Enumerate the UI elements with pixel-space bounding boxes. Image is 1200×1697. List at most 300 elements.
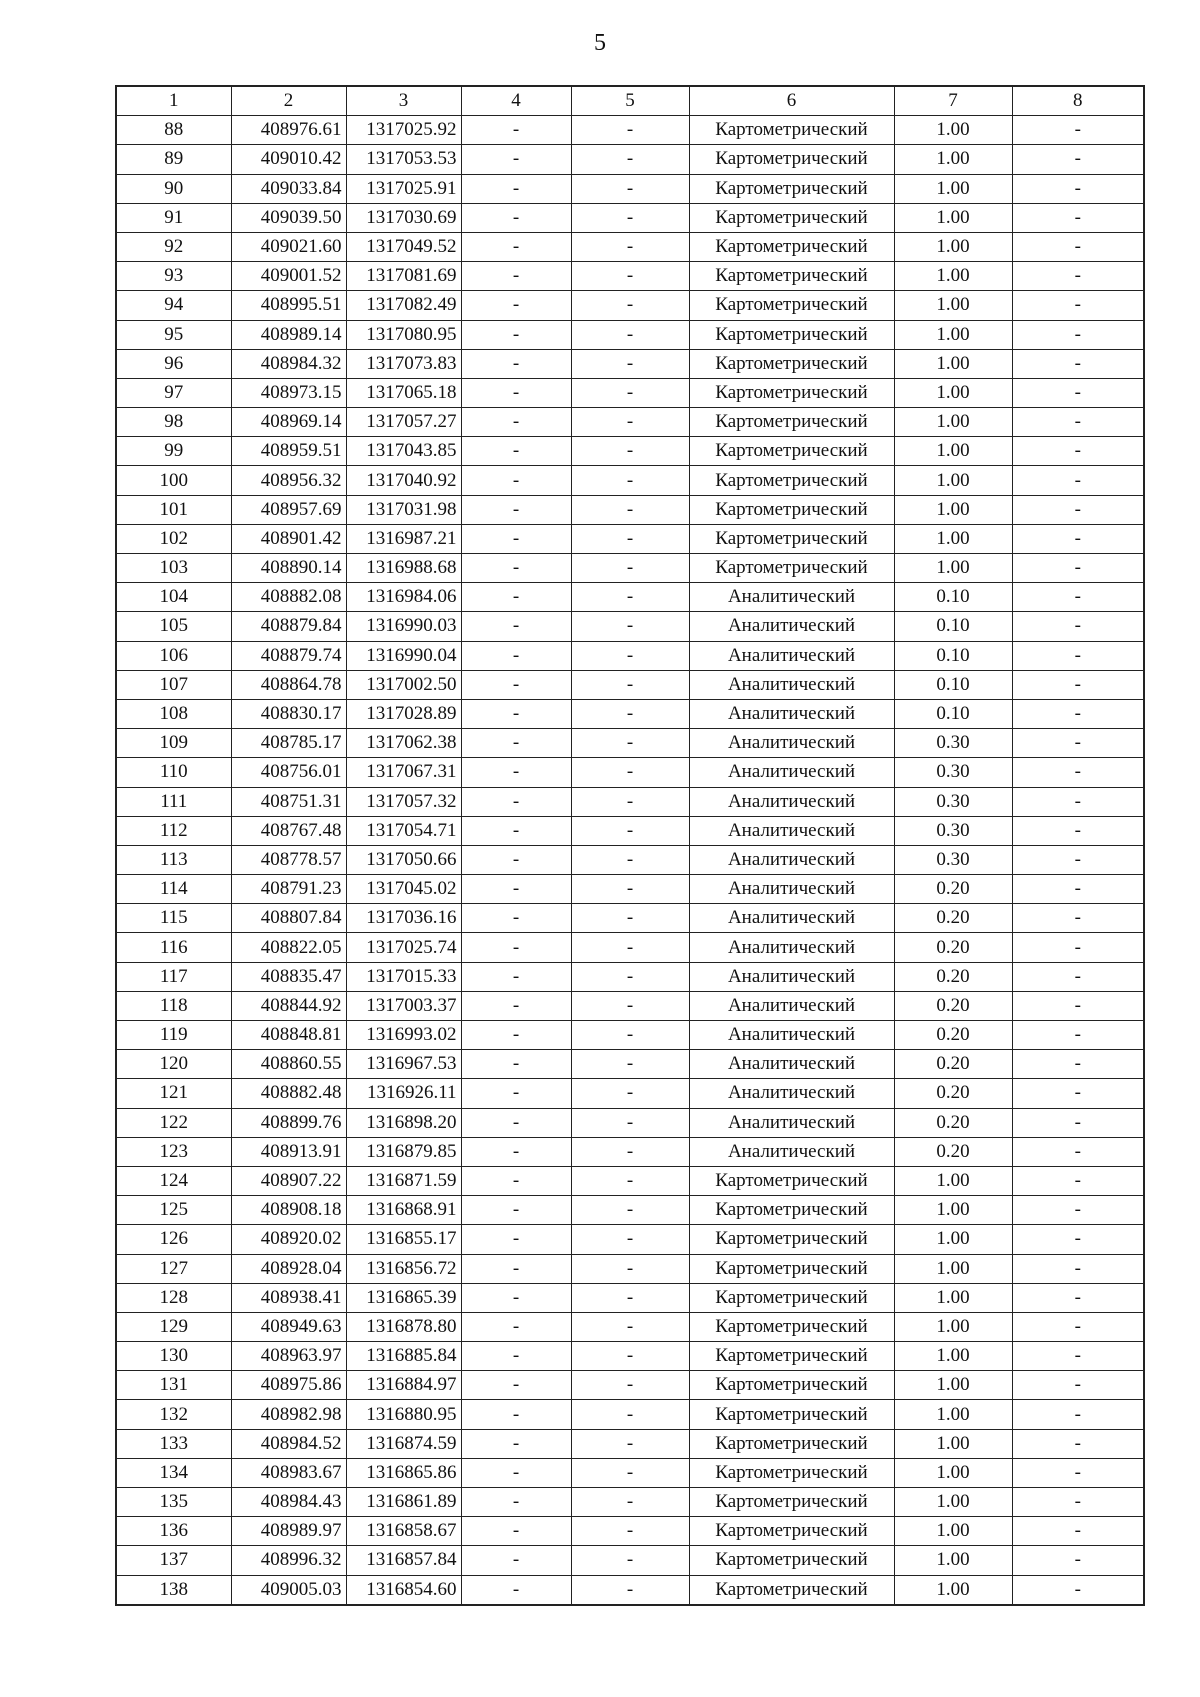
table-row	[116, 232, 1144, 261]
table-cell-col-5: -	[571, 816, 689, 845]
table-cell-col-2: 408882.48	[231, 1079, 346, 1108]
table-cell-col-1: 118	[116, 991, 231, 1020]
table-row	[116, 408, 1144, 437]
table-cell-col-4: -	[461, 670, 571, 699]
table-cell-col-5: -	[571, 1050, 689, 1079]
table-cell-col-2: 408767.48	[231, 816, 346, 845]
table-cell-col-1: 132	[116, 1400, 231, 1429]
table-cell-col-2: 408907.22	[231, 1166, 346, 1195]
table-cell-col-5: -	[571, 1166, 689, 1195]
table-cell-col-7: 1.00	[894, 320, 1012, 349]
table-cell-col-8: -	[1012, 1021, 1144, 1050]
table-cell-col-4: -	[461, 904, 571, 933]
table-cell-col-6: Аналитический	[689, 1050, 894, 1079]
table-cell-col-6: Картометрический	[689, 1166, 894, 1195]
table-cell-col-3: 1316987.21	[346, 524, 461, 553]
table-cell-col-4: -	[461, 699, 571, 728]
table-cell-col-7: 1.00	[894, 466, 1012, 495]
table-cell-col-3: 1316865.39	[346, 1283, 461, 1312]
table-cell-col-5: -	[571, 291, 689, 320]
table-row	[116, 1342, 1144, 1371]
table-cell-col-3: 1316861.89	[346, 1488, 461, 1517]
table-cell-col-6: Аналитический	[689, 904, 894, 933]
table-cell-col-2: 408756.01	[231, 758, 346, 787]
table-cell-col-4: -	[461, 641, 571, 670]
table-cell-col-5: -	[571, 845, 689, 874]
table-cell-col-8: -	[1012, 816, 1144, 845]
table-cell-col-5: -	[571, 495, 689, 524]
table-row	[116, 1488, 1144, 1517]
table-cell-col-5: -	[571, 670, 689, 699]
table-cell-col-8: -	[1012, 466, 1144, 495]
table-cell-col-7: 1.00	[894, 1546, 1012, 1575]
table-cell-col-2: 409039.50	[231, 203, 346, 232]
table-cell-col-8: -	[1012, 1137, 1144, 1166]
table-cell-col-3: 1317036.16	[346, 904, 461, 933]
table-cell-col-8: -	[1012, 174, 1144, 203]
table-cell-col-4: -	[461, 1312, 571, 1341]
table-row	[116, 1517, 1144, 1546]
table-cell-col-7: 1.00	[894, 1312, 1012, 1341]
table-cell-col-7: 1.00	[894, 1400, 1012, 1429]
table-cell-col-8: -	[1012, 495, 1144, 524]
table-cell-col-6: Картометрический	[689, 232, 894, 261]
table-cell-col-2: 408984.52	[231, 1429, 346, 1458]
table-row	[116, 437, 1144, 466]
table-row	[116, 1458, 1144, 1487]
table-cell-col-4: -	[461, 1488, 571, 1517]
table-cell-col-2: 408899.76	[231, 1108, 346, 1137]
table-cell-col-3: 1317043.85	[346, 437, 461, 466]
table-cell-col-8: -	[1012, 699, 1144, 728]
table-cell-col-2: 408908.18	[231, 1196, 346, 1225]
table-cell-col-6: Аналитический	[689, 933, 894, 962]
table-cell-col-7: 0.20	[894, 933, 1012, 962]
table-cell-col-8: -	[1012, 1283, 1144, 1312]
table-cell-col-4: -	[461, 612, 571, 641]
table-cell-col-3: 1316993.02	[346, 1021, 461, 1050]
table-row	[116, 203, 1144, 232]
table-cell-col-8: -	[1012, 378, 1144, 407]
table-cell-col-8: -	[1012, 583, 1144, 612]
table-cell-col-7: 0.20	[894, 1137, 1012, 1166]
table-row	[116, 1225, 1144, 1254]
table-row	[116, 1254, 1144, 1283]
table-cell-col-4: -	[461, 203, 571, 232]
table-cell-col-2: 408984.43	[231, 1488, 346, 1517]
table-cell-col-5: -	[571, 1488, 689, 1517]
table-cell-col-7: 0.20	[894, 991, 1012, 1020]
table-cell-col-5: -	[571, 1546, 689, 1575]
table-cell-col-3: 1316967.53	[346, 1050, 461, 1079]
table-cell-col-3: 1316878.80	[346, 1312, 461, 1341]
table-cell-col-1: 98	[116, 408, 231, 437]
table-cell-col-2: 408957.69	[231, 495, 346, 524]
table-cell-col-2: 408969.14	[231, 408, 346, 437]
table-cell-col-7: 0.30	[894, 787, 1012, 816]
table-cell-col-8: -	[1012, 641, 1144, 670]
table-cell-col-3: 1316865.86	[346, 1458, 461, 1487]
table-cell-col-1: 92	[116, 232, 231, 261]
table-row	[116, 349, 1144, 378]
table-cell-col-6: Аналитический	[689, 787, 894, 816]
table-cell-col-7: 1.00	[894, 378, 1012, 407]
table-cell-col-2: 408751.31	[231, 787, 346, 816]
table-cell-col-5: -	[571, 320, 689, 349]
table-cell-col-5: -	[571, 145, 689, 174]
table-cell-col-6: Аналитический	[689, 1137, 894, 1166]
table-header-row	[116, 86, 1144, 116]
table-cell-col-5: -	[571, 1342, 689, 1371]
table-cell-col-6: Картометрический	[689, 408, 894, 437]
table-cell-col-1: 137	[116, 1546, 231, 1575]
table-cell-col-2: 409005.03	[231, 1575, 346, 1605]
table-cell-col-6: Аналитический	[689, 845, 894, 874]
table-cell-col-2: 408989.14	[231, 320, 346, 349]
table-cell-col-5: -	[571, 378, 689, 407]
table-cell-col-8: -	[1012, 1575, 1144, 1605]
table-cell-col-4: -	[461, 408, 571, 437]
table-row	[116, 1429, 1144, 1458]
table-cell-col-1: 119	[116, 1021, 231, 1050]
table-cell-col-1: 127	[116, 1254, 231, 1283]
table-cell-col-4: -	[461, 145, 571, 174]
table-cell-col-7: 0.20	[894, 1079, 1012, 1108]
table-cell-col-4: -	[461, 1196, 571, 1225]
table-cell-col-8: -	[1012, 729, 1144, 758]
table-cell-col-5: -	[571, 933, 689, 962]
table-cell-col-2: 408928.04	[231, 1254, 346, 1283]
table-cell-col-7: 1.00	[894, 203, 1012, 232]
table-cell-col-3: 1317028.89	[346, 699, 461, 728]
table-cell-col-6: Аналитический	[689, 1021, 894, 1050]
table-cell-col-1: 122	[116, 1108, 231, 1137]
column-header-1: 1	[116, 86, 231, 116]
table-cell-col-7: 1.00	[894, 1166, 1012, 1195]
table-cell-col-7: 0.30	[894, 816, 1012, 845]
table-cell-col-4: -	[461, 1137, 571, 1166]
table-cell-col-7: 1.00	[894, 145, 1012, 174]
table-cell-col-1: 108	[116, 699, 231, 728]
table-cell-col-4: -	[461, 758, 571, 787]
column-header-5: 5	[571, 86, 689, 116]
table-cell-col-3: 1317030.69	[346, 203, 461, 232]
table-cell-col-7: 0.30	[894, 845, 1012, 874]
column-header-8: 8	[1012, 86, 1144, 116]
table-cell-col-1: 95	[116, 320, 231, 349]
table-cell-col-7: 0.10	[894, 670, 1012, 699]
table-cell-col-5: -	[571, 1021, 689, 1050]
table-cell-col-7: 1.00	[894, 408, 1012, 437]
table-cell-col-2: 408830.17	[231, 699, 346, 728]
table-cell-col-6: Картометрический	[689, 1458, 894, 1487]
table-cell-col-8: -	[1012, 203, 1144, 232]
table-row	[116, 291, 1144, 320]
table-cell-col-1: 126	[116, 1225, 231, 1254]
table-cell-col-3: 1316871.59	[346, 1166, 461, 1195]
table-cell-col-4: -	[461, 1458, 571, 1487]
table-cell-col-5: -	[571, 1225, 689, 1254]
table-cell-col-7: 0.10	[894, 641, 1012, 670]
table-cell-col-2: 408956.32	[231, 466, 346, 495]
table-cell-col-3: 1317067.31	[346, 758, 461, 787]
table-cell-col-4: -	[461, 437, 571, 466]
table-cell-col-8: -	[1012, 1079, 1144, 1108]
table-row	[116, 904, 1144, 933]
table-cell-col-5: -	[571, 875, 689, 904]
table-cell-col-1: 129	[116, 1312, 231, 1341]
table-cell-col-6: Картометрический	[689, 495, 894, 524]
table-cell-col-2: 408975.86	[231, 1371, 346, 1400]
coordinates-table	[115, 85, 1145, 1606]
table-cell-col-1: 114	[116, 875, 231, 904]
table-cell-col-1: 96	[116, 349, 231, 378]
table-cell-col-6: Аналитический	[689, 612, 894, 641]
table-cell-col-1: 102	[116, 524, 231, 553]
table-cell-col-1: 88	[116, 116, 231, 145]
table-row	[116, 1312, 1144, 1341]
table-row	[116, 495, 1144, 524]
table-cell-col-7: 1.00	[894, 1371, 1012, 1400]
table-cell-col-1: 110	[116, 758, 231, 787]
table-cell-col-3: 1316879.85	[346, 1137, 461, 1166]
table-cell-col-4: -	[461, 262, 571, 291]
table-cell-col-5: -	[571, 466, 689, 495]
table-cell-col-7: 0.20	[894, 1021, 1012, 1050]
table-cell-col-6: Картометрический	[689, 145, 894, 174]
table-cell-col-7: 1.00	[894, 1254, 1012, 1283]
table-cell-col-3: 1316855.17	[346, 1225, 461, 1254]
table-cell-col-7: 1.00	[894, 1575, 1012, 1605]
table-cell-col-5: -	[571, 1079, 689, 1108]
table-cell-col-6: Аналитический	[689, 583, 894, 612]
table-cell-col-3: 1317062.38	[346, 729, 461, 758]
table-cell-col-4: -	[461, 787, 571, 816]
table-row	[116, 612, 1144, 641]
table-cell-col-2: 408848.81	[231, 1021, 346, 1050]
table-cell-col-7: 1.00	[894, 1429, 1012, 1458]
table-cell-col-3: 1317025.92	[346, 116, 461, 145]
table-cell-col-2: 409021.60	[231, 232, 346, 261]
table-cell-col-4: -	[461, 232, 571, 261]
table-cell-col-5: -	[571, 641, 689, 670]
table-row	[116, 670, 1144, 699]
table-cell-col-5: -	[571, 116, 689, 145]
table-cell-col-6: Картометрический	[689, 466, 894, 495]
table-cell-col-4: -	[461, 1429, 571, 1458]
table-cell-col-2: 408996.32	[231, 1546, 346, 1575]
table-cell-col-3: 1317080.95	[346, 320, 461, 349]
table-cell-col-1: 131	[116, 1371, 231, 1400]
table-cell-col-8: -	[1012, 875, 1144, 904]
table-cell-col-2: 409010.42	[231, 145, 346, 174]
column-header-7: 7	[894, 86, 1012, 116]
table-cell-col-1: 116	[116, 933, 231, 962]
table-cell-col-5: -	[571, 1108, 689, 1137]
page-number: 5	[594, 30, 606, 56]
table-cell-col-4: -	[461, 378, 571, 407]
table-cell-col-6: Картометрический	[689, 1575, 894, 1605]
table-cell-col-1: 124	[116, 1166, 231, 1195]
table-cell-col-5: -	[571, 174, 689, 203]
table-cell-col-6: Картометрический	[689, 1488, 894, 1517]
table-cell-col-7: 0.20	[894, 1050, 1012, 1079]
table-cell-col-5: -	[571, 1458, 689, 1487]
table-cell-col-5: -	[571, 349, 689, 378]
table-cell-col-4: -	[461, 554, 571, 583]
table-cell-col-4: -	[461, 1108, 571, 1137]
table-cell-col-4: -	[461, 1254, 571, 1283]
table-row	[116, 1575, 1144, 1605]
table-cell-col-8: -	[1012, 554, 1144, 583]
table-cell-col-7: 1.00	[894, 1283, 1012, 1312]
table-cell-col-5: -	[571, 612, 689, 641]
table-row	[116, 816, 1144, 845]
table-cell-col-1: 106	[116, 641, 231, 670]
table-cell-col-4: -	[461, 816, 571, 845]
table-row	[116, 174, 1144, 203]
table-cell-col-4: -	[461, 875, 571, 904]
table-cell-col-7: 1.00	[894, 437, 1012, 466]
table-cell-col-5: -	[571, 729, 689, 758]
table-cell-col-4: -	[461, 1517, 571, 1546]
table-cell-col-3: 1316990.04	[346, 641, 461, 670]
table-cell-col-2: 408963.97	[231, 1342, 346, 1371]
table-row	[116, 1021, 1144, 1050]
table-cell-col-1: 97	[116, 378, 231, 407]
table-cell-col-3: 1316874.59	[346, 1429, 461, 1458]
table-cell-col-6: Картометрический	[689, 262, 894, 291]
table-cell-col-8: -	[1012, 1546, 1144, 1575]
table-cell-col-2: 408860.55	[231, 1050, 346, 1079]
table-row	[116, 1079, 1144, 1108]
table-row	[116, 378, 1144, 407]
table-cell-col-5: -	[571, 203, 689, 232]
table-cell-col-5: -	[571, 1400, 689, 1429]
table-cell-col-6: Аналитический	[689, 962, 894, 991]
table-cell-col-1: 103	[116, 554, 231, 583]
table-cell-col-2: 408984.32	[231, 349, 346, 378]
table-cell-col-5: -	[571, 1312, 689, 1341]
table-cell-col-4: -	[461, 1546, 571, 1575]
table-cell-col-7: 1.00	[894, 174, 1012, 203]
table-cell-col-8: -	[1012, 1254, 1144, 1283]
column-header-6: 6	[689, 86, 894, 116]
table-cell-col-2: 408920.02	[231, 1225, 346, 1254]
table-cell-col-1: 109	[116, 729, 231, 758]
table-cell-col-6: Картометрический	[689, 291, 894, 320]
table-cell-col-4: -	[461, 1371, 571, 1400]
table-cell-col-4: -	[461, 991, 571, 1020]
table-cell-col-8: -	[1012, 904, 1144, 933]
table-row	[116, 699, 1144, 728]
table-cell-col-6: Аналитический	[689, 991, 894, 1020]
table-cell-col-5: -	[571, 1517, 689, 1546]
table-cell-col-7: 1.00	[894, 349, 1012, 378]
table-row	[116, 1166, 1144, 1195]
table-cell-col-8: -	[1012, 1312, 1144, 1341]
table-cell-col-6: Картометрический	[689, 1283, 894, 1312]
table-cell-col-3: 1317040.92	[346, 466, 461, 495]
table-cell-col-5: -	[571, 758, 689, 787]
table-cell-col-8: -	[1012, 1371, 1144, 1400]
table-cell-col-7: 0.30	[894, 729, 1012, 758]
table-cell-col-2: 408995.51	[231, 291, 346, 320]
table-cell-col-6: Картометрический	[689, 554, 894, 583]
table-cell-col-2: 408882.08	[231, 583, 346, 612]
table-cell-col-1: 101	[116, 495, 231, 524]
table-row	[116, 1371, 1144, 1400]
table-cell-col-3: 1317065.18	[346, 378, 461, 407]
table-cell-col-1: 91	[116, 203, 231, 232]
table-cell-col-8: -	[1012, 1050, 1144, 1079]
table-row	[116, 1546, 1144, 1575]
table-cell-col-7: 1.00	[894, 1488, 1012, 1517]
table-cell-col-8: -	[1012, 845, 1144, 874]
table-cell-col-7: 1.00	[894, 1517, 1012, 1546]
table-cell-col-1: 133	[116, 1429, 231, 1458]
table-cell-col-3: 1317057.32	[346, 787, 461, 816]
table-cell-col-4: -	[461, 466, 571, 495]
table-cell-col-1: 107	[116, 670, 231, 699]
table-cell-col-5: -	[571, 1196, 689, 1225]
table-cell-col-3: 1317057.27	[346, 408, 461, 437]
table-cell-col-3: 1316880.95	[346, 1400, 461, 1429]
table-cell-col-2: 408982.98	[231, 1400, 346, 1429]
table-cell-col-8: -	[1012, 933, 1144, 962]
table-cell-col-3: 1316884.97	[346, 1371, 461, 1400]
table-cell-col-2: 408976.61	[231, 116, 346, 145]
table-cell-col-6: Аналитический	[689, 670, 894, 699]
table-cell-col-1: 123	[116, 1137, 231, 1166]
table-cell-col-5: -	[571, 962, 689, 991]
table-cell-col-4: -	[461, 933, 571, 962]
table-cell-col-2: 409033.84	[231, 174, 346, 203]
table-row	[116, 1108, 1144, 1137]
table-cell-col-4: -	[461, 1050, 571, 1079]
table-cell-col-6: Аналитический	[689, 875, 894, 904]
table-body	[116, 116, 1144, 1605]
table-cell-col-3: 1317050.66	[346, 845, 461, 874]
table-cell-col-1: 93	[116, 262, 231, 291]
table-row	[116, 554, 1144, 583]
table-cell-col-8: -	[1012, 1108, 1144, 1137]
table-cell-col-2: 408879.74	[231, 641, 346, 670]
table-cell-col-6: Картометрический	[689, 203, 894, 232]
table-row	[116, 262, 1144, 291]
table-cell-col-6: Картометрический	[689, 1312, 894, 1341]
table-cell-col-1: 138	[116, 1575, 231, 1605]
table-row	[116, 845, 1144, 874]
table-cell-col-1: 105	[116, 612, 231, 641]
table-cell-col-4: -	[461, 1225, 571, 1254]
table-cell-col-1: 90	[116, 174, 231, 203]
table-cell-col-4: -	[461, 524, 571, 553]
table-cell-col-5: -	[571, 583, 689, 612]
table-cell-col-8: -	[1012, 116, 1144, 145]
table-cell-col-2: 408913.91	[231, 1137, 346, 1166]
table-cell-col-6: Картометрический	[689, 1342, 894, 1371]
table-cell-col-4: -	[461, 1166, 571, 1195]
table-cell-col-3: 1317025.74	[346, 933, 461, 962]
table-cell-col-2: 408785.17	[231, 729, 346, 758]
table-cell-col-3: 1316857.84	[346, 1546, 461, 1575]
table-cell-col-5: -	[571, 1254, 689, 1283]
table-cell-col-2: 408938.41	[231, 1283, 346, 1312]
table-cell-col-1: 113	[116, 845, 231, 874]
table-cell-col-7: 0.10	[894, 699, 1012, 728]
table-cell-col-8: -	[1012, 1458, 1144, 1487]
